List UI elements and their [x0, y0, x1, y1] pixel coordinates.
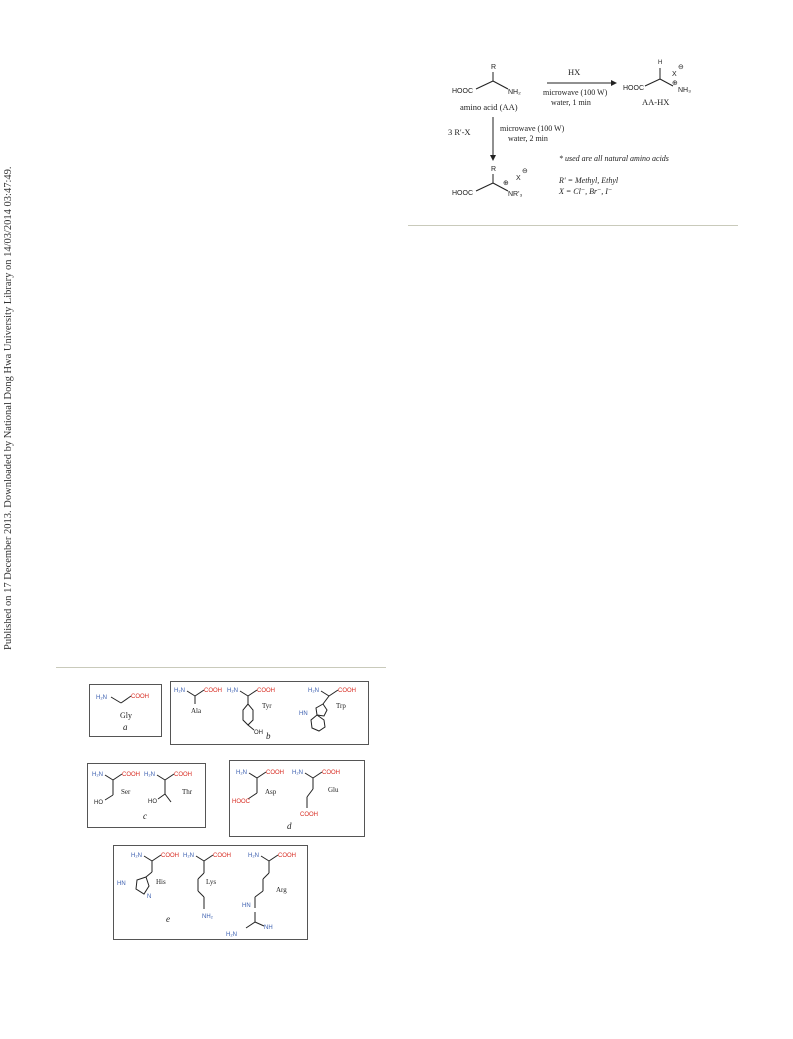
hooc-label-product: HOOC: [623, 85, 644, 92]
hooc-label-2: HOOC: [452, 190, 473, 197]
side-condition-2: water, 2 min: [508, 134, 548, 143]
ala-label: Ala: [191, 707, 202, 715]
cooh-label: COOH: [257, 688, 275, 694]
side-condition-1: microwave (100 W): [500, 124, 565, 133]
cooh-label: COOH: [131, 694, 149, 700]
natural-aa-note: * used are all natural amino acids: [559, 154, 669, 163]
cooh-label: COOH: [213, 853, 231, 859]
group-a-label: a: [123, 722, 128, 732]
group-d-label: d: [287, 821, 292, 831]
n-label: N: [147, 894, 152, 900]
plus-sign-2: ⊕: [503, 180, 509, 187]
lys-label: Lys: [206, 878, 217, 886]
h-label: H: [658, 60, 663, 66]
group-a-box: [89, 684, 162, 737]
cooh-label: COOH: [300, 812, 318, 818]
h2n-label: H₂N: [226, 932, 237, 938]
h2n-label: H₂N: [96, 695, 107, 701]
group-c-box: [87, 763, 206, 828]
minus-sign: ⊖: [678, 64, 684, 71]
r-group-label-2: R: [491, 166, 497, 173]
x-definition: X = Cl⁻, Br⁻, I⁻: [559, 187, 613, 196]
h2n-label: H₂N: [131, 853, 142, 859]
ser-label: Ser: [121, 788, 131, 796]
cooh-label: COOH: [278, 853, 296, 859]
asp-label: Asp: [265, 788, 277, 796]
amino-acid-label: amino acid (AA): [460, 102, 518, 112]
r-definition: R' = Methyl, Ethyl: [559, 176, 619, 185]
hn-label: HN: [242, 903, 251, 909]
minus-sign-2: ⊖: [522, 168, 528, 175]
h2n-label: H₂N: [308, 688, 319, 694]
download-note: Published on 17 December 2013. Downloaded by National Dong Hwa University Library on 14/03/2014 03:47:49.: [3, 166, 14, 650]
ho-label: HO: [148, 799, 157, 805]
divider-bottom-left: [56, 667, 386, 668]
h2n-label: H₂N: [144, 772, 155, 778]
his-label: His: [156, 878, 166, 886]
group-e-label: e: [166, 914, 170, 924]
h2n-label: H₂N: [92, 772, 103, 778]
h2n-label: H₂N: [183, 853, 194, 859]
x-label-product: X: [672, 71, 677, 78]
oh-label: OH: [254, 730, 263, 736]
trp-label: Trp: [336, 702, 346, 710]
group-e-box: [113, 845, 308, 940]
plus-sign: ⊕: [672, 80, 678, 87]
cooh-label: COOH: [122, 772, 140, 778]
h2n-label: H₂N: [292, 770, 303, 776]
group-d-box: [229, 760, 365, 837]
cooh-label: COOH: [322, 770, 340, 776]
side-reagent: 3 R'-X: [448, 127, 471, 137]
aa-hx-label: AA-HX: [642, 97, 670, 107]
cooh-label: COOH: [174, 772, 192, 778]
ho-label: HO: [94, 800, 103, 806]
hx-reagent: HX: [568, 67, 581, 77]
group-b-box: [170, 681, 369, 745]
nh2-label: NH₂: [508, 89, 521, 96]
nh2-label: NH₂: [202, 914, 213, 920]
reaction-scheme: [440, 55, 740, 215]
hooc-label: HOOC: [232, 799, 250, 805]
top-condition-2: water, 1 min: [551, 98, 591, 107]
hn-label: HN: [299, 711, 308, 717]
hn-label: HN: [117, 881, 126, 887]
arg-label: Arg: [276, 886, 287, 894]
nh-label: NH: [264, 925, 273, 931]
x-label-2: X: [516, 175, 521, 182]
tyr-label: Tyr: [262, 702, 272, 710]
group-b-label: b: [266, 731, 271, 741]
thr-label: Thr: [182, 788, 193, 796]
cooh-label: COOH: [338, 688, 356, 694]
hooc-label: HOOC: [452, 88, 473, 95]
cooh-label: COOH: [204, 688, 222, 694]
gly-label: Gly: [120, 711, 132, 720]
group-c-label: c: [143, 811, 147, 821]
cooh-label: COOH: [266, 770, 284, 776]
glu-label: Glu: [328, 786, 339, 794]
h2n-label: H₂N: [174, 688, 185, 694]
nh3-label: NH₃: [678, 87, 691, 94]
divider-top-right: [408, 225, 738, 226]
h2n-label: H₂N: [236, 770, 247, 776]
r-group-label: R: [491, 64, 497, 71]
nr3-label: NR'₃: [508, 191, 523, 198]
h2n-label: H₂N: [248, 853, 259, 859]
cooh-label: COOH: [161, 853, 179, 859]
top-condition-1: microwave (100 W): [543, 88, 608, 97]
h2n-label: H₂N: [227, 688, 238, 694]
